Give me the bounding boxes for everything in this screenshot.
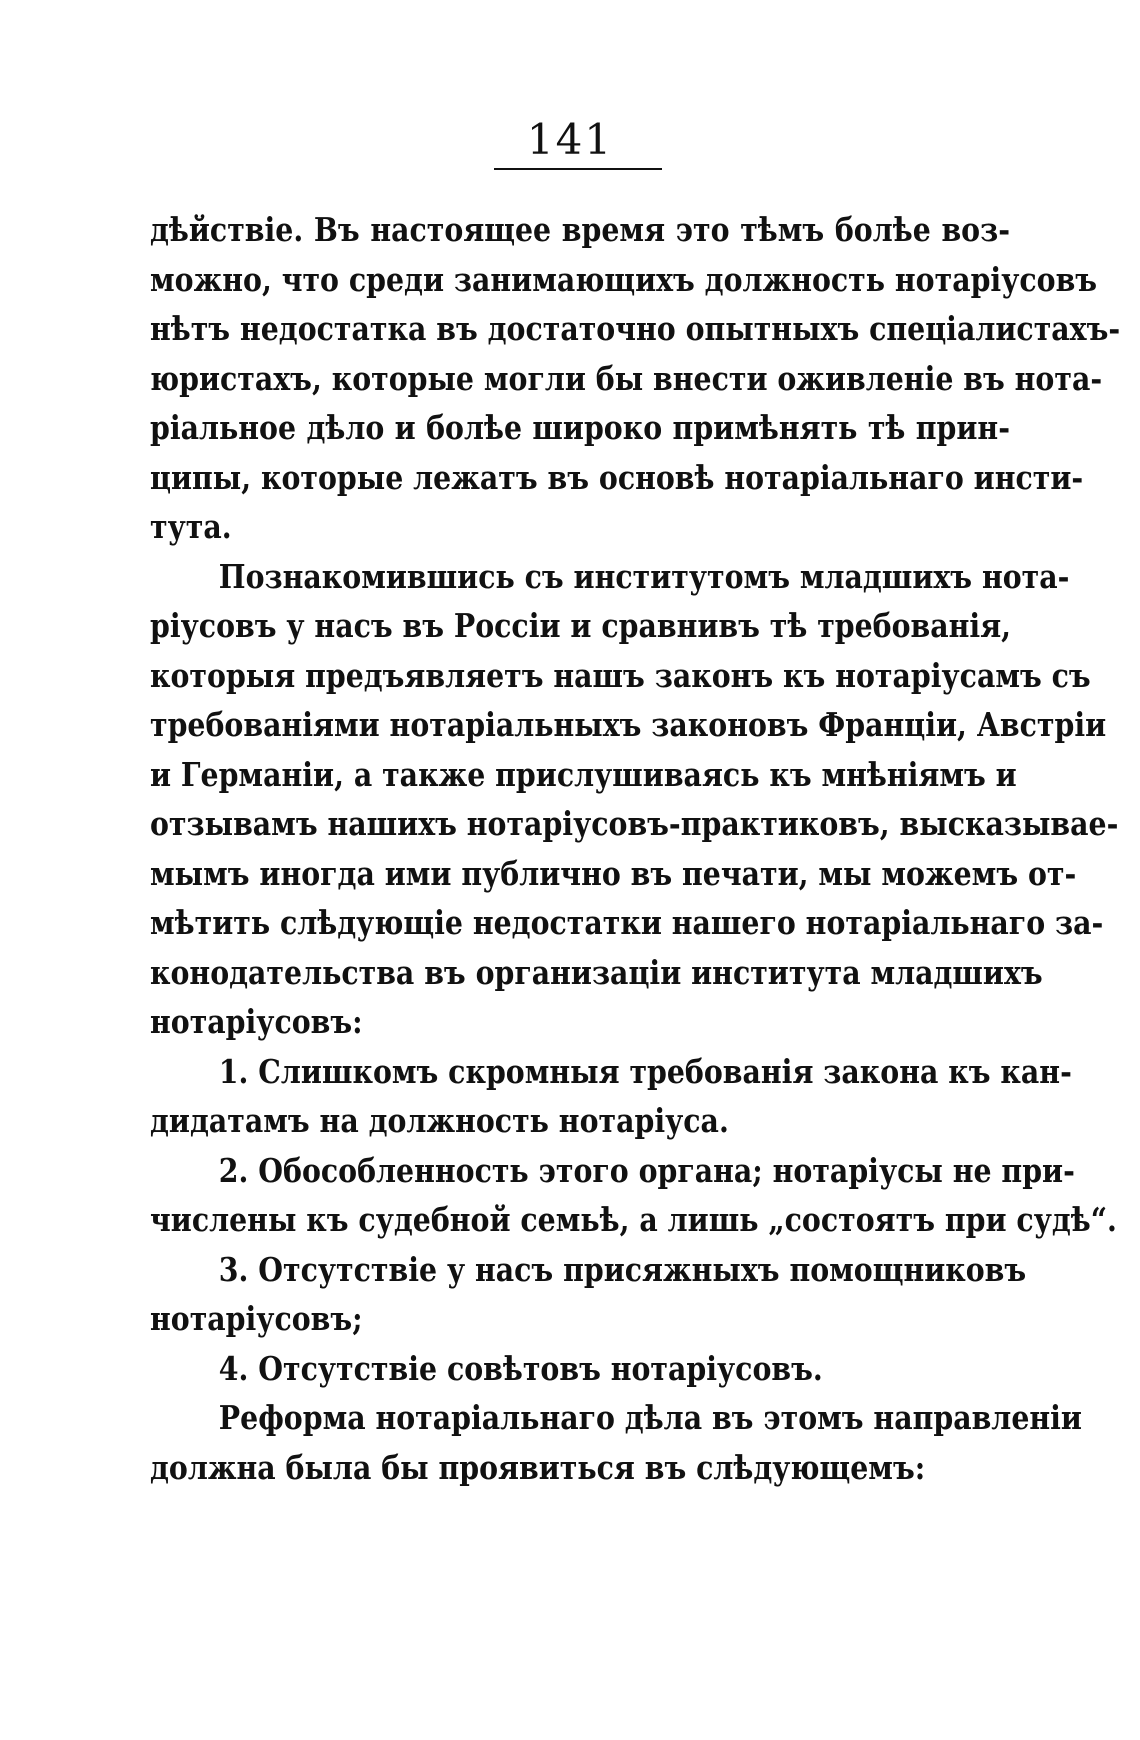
body-text — [150, 205, 1121, 1492]
text-line: ципы, которые лежатъ въ основѣ нотаріальнаго инсти- — [150, 457, 1084, 497]
text-line: тута. — [150, 507, 232, 546]
list-item-line: 1. Слишкомъ скромныя требованія закона къ кан- — [218, 1051, 1072, 1091]
text-line: ріусовъ у насъ въ Россіи и сравнивъ тѣ требованія, — [150, 606, 1012, 645]
text-line: дѣйствіе. Въ настоящее время это тѣмъ болѣе воз- — [150, 210, 1010, 249]
text-line: можно, что среди занимающихъ должность нотаріусовъ — [150, 259, 1098, 299]
text-line: которыя предъявляетъ нашъ законъ къ нотаріусамъ съ — [150, 655, 1091, 695]
text-line: требованіями нотаріальныхъ законовъ Франціи, Австріи — [150, 705, 1107, 744]
text-line: Познакомившись съ институтомъ младшихъ нота- — [218, 556, 1070, 596]
text-line: нѣтъ недостатка въ достаточно опытныхъ спеціалистахъ- — [150, 309, 1121, 348]
text-line: юристахъ, которые могли бы внести оживленіе въ нота- — [150, 358, 1103, 398]
list-item-line: нотаріусовъ; — [150, 1299, 363, 1338]
text-line: мымъ иногда ими публично въ печати, мы можемъ от- — [150, 853, 1077, 893]
page-number-rule — [494, 168, 662, 170]
list-item-line: числены къ судебной семьѣ, а лишь „состоятъ при судѣ“. — [150, 1200, 1117, 1239]
list-item-line: 4. Отсутствіе совѣтовъ нотаріусовъ. — [218, 1348, 823, 1388]
text-line: должна была бы проявиться въ слѣдующемъ: — [150, 1447, 926, 1487]
list-item-line: 2. Обособленность этого органа; нотаріусы не при- — [218, 1150, 1075, 1190]
list-item-line: 3. Отсутствіе у насъ присяжныхъ помощниковъ — [218, 1249, 1027, 1289]
text-line: мѣтить слѣдующіе недостатки нашего нотаріальнаго за- — [150, 903, 1104, 942]
text-line: нотаріусовъ: — [150, 1002, 363, 1041]
list-item-line: дидатамъ на должность нотаріуса. — [150, 1101, 729, 1140]
text-line: ріальное дѣло и болѣе широко примѣнять тѣ прин- — [150, 408, 1010, 447]
text-line: конодательства въ организаціи института младшихъ — [150, 952, 1043, 992]
text-line: и Германіи, а также прислушиваясь къ мнѣніямъ и — [150, 754, 1017, 794]
text-line: Реформа нотаріальнаго дѣла въ этомъ направленіи — [218, 1398, 1082, 1437]
page-number: 141 — [526, 115, 614, 164]
text-line: отзывамъ нашихъ нотаріусовъ-практиковъ, высказывае- — [150, 804, 1119, 843]
